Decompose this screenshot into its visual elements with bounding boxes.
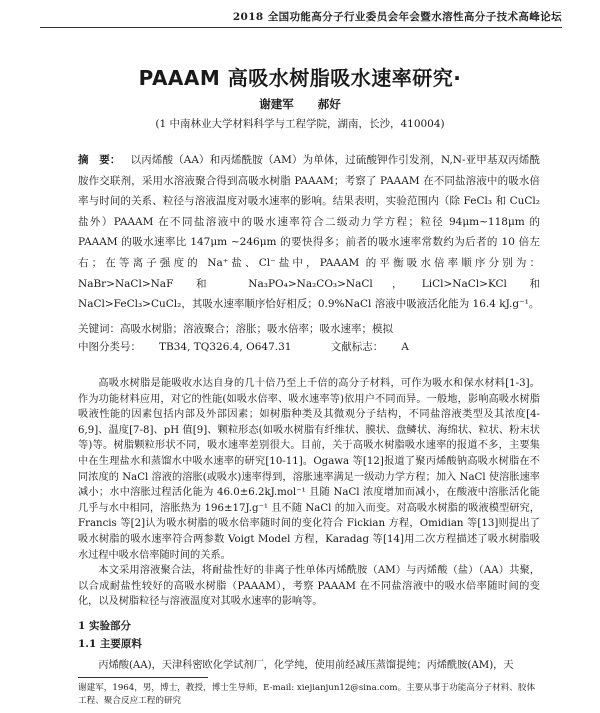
paper-title: PAAAM 高吸水树脂吸水速率研究· <box>138 66 462 90</box>
introduction <box>78 376 540 610</box>
footnote-rule <box>78 677 208 678</box>
footnote: 谢建军，1964，男，博士，教授，博士生导师，E-mail: xiejianjun12@sina.com。主要从事于功能高分子材料、胶体工程、聚合反应工程的研究 <box>78 683 536 706</box>
materials-line: 丙烯酸(AA)，天津科密欧化学试剂厂，化学纯，使用前经减压蒸馏提纯；丙烯酰胺(AM)，天 <box>98 660 514 671</box>
authors <box>0 96 600 112</box>
classification-line <box>78 338 540 356</box>
doc-code-group <box>331 341 427 353</box>
running-header: 2018 全国功能高分子行业委员会年会暨水溶性高分子技术高峰论坛 <box>232 11 562 23</box>
clc-label: 中图分类号： <box>78 341 141 353</box>
clc-codes: TB34, TQ326.4, O647.31 <box>159 341 292 353</box>
doc-code: A <box>401 341 409 353</box>
doc-code-label: 文献标志： <box>330 341 384 353</box>
author-1: 谢建军 <box>259 97 294 111</box>
author-2: 郝好 <box>317 97 341 111</box>
section-heading-experimental: 1 实验部分 <box>78 620 131 632</box>
keywords-label: 关键词： <box>78 323 120 335</box>
abstract-label: 摘 要： <box>78 154 121 166</box>
keywords-text: 高吸水树脂；溶液聚合；溶胀；吸水倍率；吸水速率；模拟 <box>120 323 393 335</box>
intro-paragraph-1: 高吸水树脂是能吸收水达自身的几十倍乃至上千倍的高分子材料，可作为吸水和保水材料[1-3]。作为功能材料应用，对它的性能(如吸水倍率、吸水速率等)依用户不同而异。一般地，影响高吸水树脂吸液性能的因素包括内部及外部因素；如树脂种类及其微观分子结构，不同盐溶液类型及其浓度[4-6,9]、温度[7-8]、pH 值[9]、颗粒形态(如吸水树脂有纤维状、膜状、盘鳞状、海绵状、粒状、粉末状等)等。树脂颗粒形状不同，吸水速率差别很大。目前，关于高吸水树脂吸水速率的报道不多，主要集中在生理盐水和蒸馏水中吸水速率的研究[10-11]。Ogawa 等[12]报道了聚丙烯酸钠高吸水树脂在不同浓度的 NaCl 溶液的溶胀(或吸水)速率得到，溶胀速率满足一级动力学方程；加入 NaCl 使溶胀速率减小；水中溶胀过程活化能为 46.0±6.2kJ.mol⁻¹ 且随 NaCl 浓度增加而减小，在酸液中溶胀活化能几乎与水中相同，溶胀热为 196±17J.g⁻¹ 且不随 NaCl 的加入而变。对高吸水树脂的吸液模型研究，Francis 等[2]认为吸水树脂的吸水倍率随时间的变化符合 Fickian 方程，Omidian 等[13]则提出了吸水树脂的吸水速率符合两参数 Voigt Model 方程，Karadag 等[14]用二次方程描述了吸水树脂吸水过程中吸水倍率随时间的关系。 <box>78 378 540 561</box>
clc-label-group <box>78 341 309 353</box>
intro-paragraph-2: 本文采用溶液聚合法，将耐盐性好的非离子性单体丙烯酰胺（AM）与丙烯酸（盐）（AA）共聚，以合成耐盐性较好的高吸水树脂（PAAAM），考察 PAAAM 在不同盐溶液中的吸水倍率随时间的变化，以及树脂粒径与溶液温度对其吸水速率的影响等。 <box>78 565 540 608</box>
subsection-heading-materials: 1.1 主要原料 <box>78 638 142 650</box>
abstract <box>78 150 540 315</box>
keywords <box>78 320 540 338</box>
header-rule <box>40 27 562 28</box>
abstract-text: 以丙烯酸（AA）和丙烯酰胺（AM）为单体，过硫酸钾作引发剂，N,N-亚甲基双丙烯酰胺作交联剂，采用水溶液聚合得到高吸水树脂 PAAAM；考察了 PAAAM 在不同盐溶液中的吸水倍率与时间的关系、粒径与溶液温度对吸水速率的影响。结果表明，实验范围内（除 FeCl₃ 和 CuCl₂ 盐外）PAAAM 在不同盐溶液中的吸水速率符合二级动力学方程；粒径 94μm~118μm 的 PAAAM 的吸水速率比 147μm ~246μm 的要快得多；前者的吸水速率常数约为后者的 10 倍左右；在等离子强度的 Na⁺盐、Cl⁻盐中，PAAAM 的平衡吸水倍率顺序分别为：NaBr>NaCl>NaF 和 Na₃PO₄>Na₂CO₃>NaCl，LiCl>NaCl>KCl 和 NaCl>FeCl₃>CuCl₂，其吸水速率顺序恰好相反；0.9%NaCl 溶液中吸液活化能为 16.4 kJ.g⁻¹。 <box>78 154 541 311</box>
affiliation: (1 中南林业大学材料科学与工程学院，湖南，长沙，410004) <box>155 118 445 130</box>
